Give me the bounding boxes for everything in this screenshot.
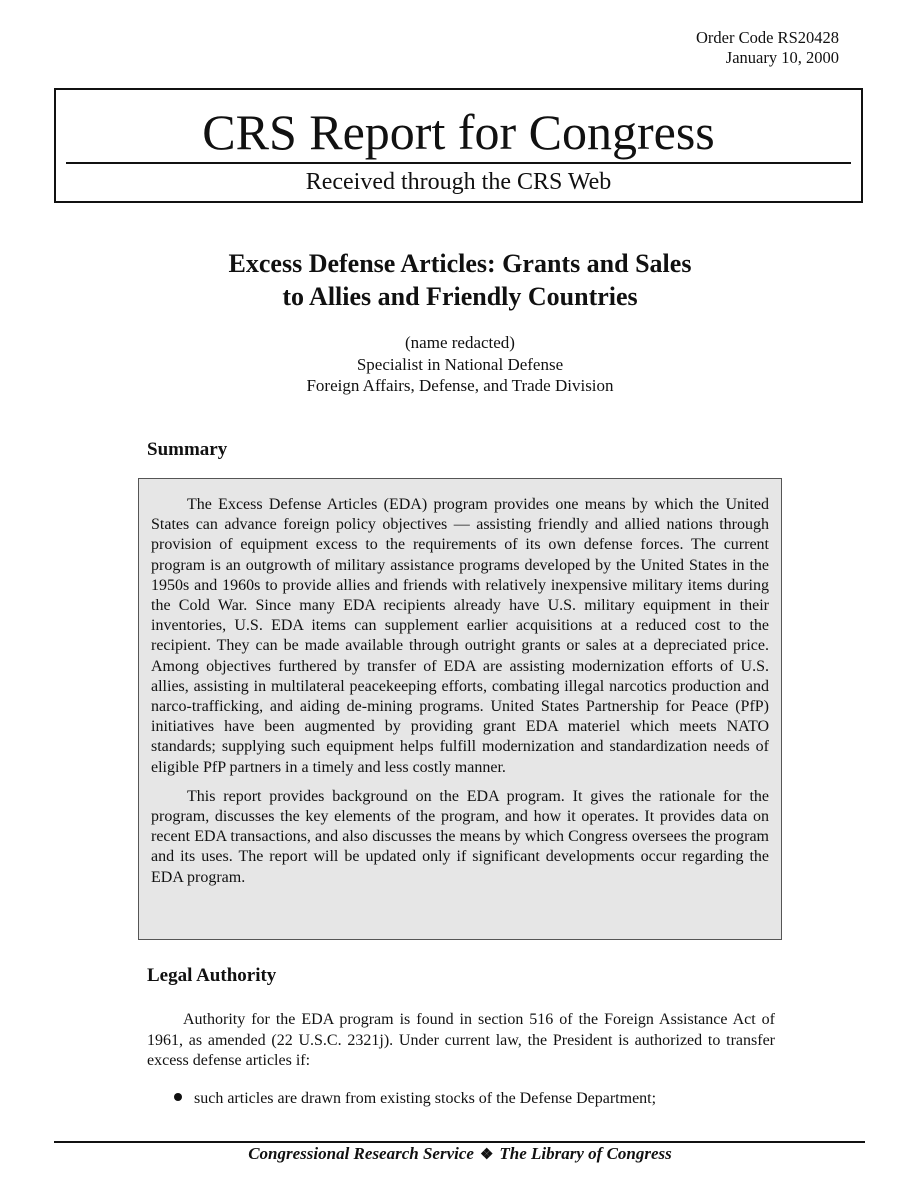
document-title <box>100 247 820 313</box>
banner-title: CRS Report for Congress <box>202 104 715 160</box>
summary-box <box>138 478 782 940</box>
legal-authority-paragraph: Authority for the EDA program is found in section 516 of the Foreign Assistance Act of 1961, as amended (22 U.S.C. 2321j). Under current law, the President is authorized to transfer excess defense articles if: <box>147 1011 775 1069</box>
footer-left: Congressional Research Service <box>248 1144 474 1163</box>
page-footer <box>0 1144 920 1165</box>
document-title-line-2: to Allies and Friendly Countries <box>282 282 638 311</box>
footer-divider <box>54 1141 865 1143</box>
bullet-item <box>174 1089 656 1109</box>
banner-divider <box>66 162 851 164</box>
order-info <box>696 28 839 68</box>
author-division: Foreign Affairs, Defense, and Trade Division <box>306 376 614 395</box>
summary-heading: Summary <box>147 439 228 460</box>
author-position: Specialist in National Defense <box>356 354 564 374</box>
order-date: January 10, 2000 <box>725 48 839 67</box>
legal-authority-heading: Legal Authority <box>147 965 277 986</box>
bullet-dot-icon <box>174 1093 182 1101</box>
banner-subtitle: Received through the CRS Web <box>305 169 612 195</box>
order-code: Order Code RS20428 <box>696 28 839 47</box>
document-title-line-1: Excess Defense Articles: Grants and Sales <box>228 249 692 278</box>
author-name: (name redacted) <box>405 333 515 352</box>
author-block <box>100 332 820 397</box>
summary-paragraph-2: This report provides background on the EDA program. It gives the rationale for the program, discusses the key elements of the program, and how it operates. It provides data on recent EDA transactions, and also discusses the means by which Congress oversees the program and its uses. The report will be updated only if significant developments occur regarding the EDA program. <box>151 787 769 886</box>
bullet-text: such articles are drawn from existing stocks of the Defense Department; <box>194 1090 657 1107</box>
diamond-separator-icon: ❖ <box>479 1147 494 1163</box>
report-banner <box>54 88 863 203</box>
summary-paragraph-1: The Excess Defense Articles (EDA) program provides one means by which the United States can advance foreign policy objectives — assisting friendly and allied nations through provision of equipment excess to the requirements of its own defense forces. The current program is an outgrowth of military assistance programs developed by the United States in the 1950s and 1960s to provide allies and friends with relatively inexpensive military items during the Cold War. Since many EDA recipients already have U.S. military equipment in their inventories, U.S. EDA items can supplement earlier acquisitions at a reduced cost to the recipient. They can be made available through outright grants or sales at a depreciated price. Among objectives furthered by transfer of EDA are assisting modernization efforts of U.S. allies, assisting in multilateral peacekeeping efforts, combating illegal narcotics production and narco-trafficking, and aiding de-mining programs. United States Partnership for Peace (PfP) initiatives have been augmented by providing grant EDA materiel which meets NATO standards; supplying such equipment helps fulfill modernization and standardization needs of eligible PfP partners in a timely and less costly manner. <box>151 496 769 776</box>
footer-right: The Library of Congress <box>499 1144 672 1163</box>
